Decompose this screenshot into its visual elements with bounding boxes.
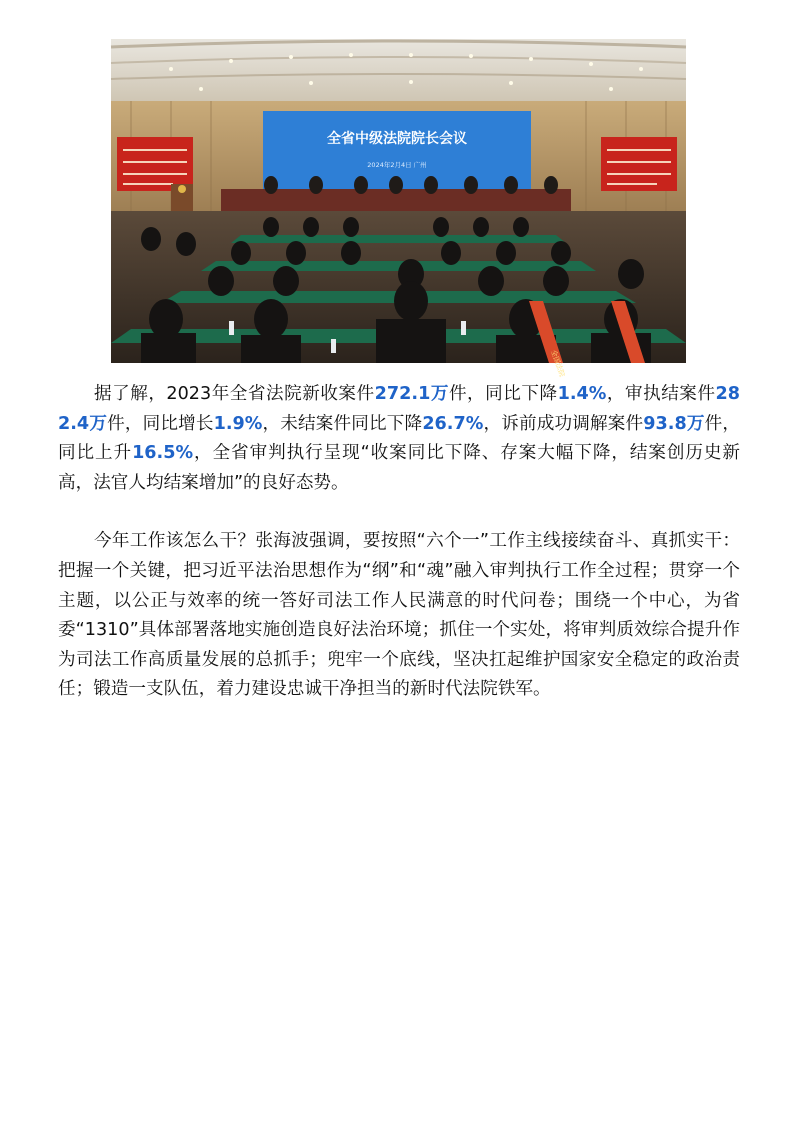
text-segment: 件，同比下降 xyxy=(448,384,558,404)
meeting-photo xyxy=(111,39,686,378)
text-segment: ，未结案件同比下降 xyxy=(262,413,423,434)
text-segment: 件，同比上升 xyxy=(58,413,740,464)
highlighted-figure: 1.9% xyxy=(213,413,263,434)
banner-title: 全省中级法院院长会议 xyxy=(327,131,467,147)
text-segment: 据了解，2023年全省法院新收案件 xyxy=(94,384,375,404)
text-segment: ，审执结案件 xyxy=(606,384,716,404)
work-plan-paragraph: 今年工作该怎么干？张海波强调，要按照“六个一”工作主线接续奋斗、真抓实干：把握一个关键，把习近平法治思想作为“纲”和“魂”融入审判执行工作全过程；贯穿一个主题，以公正与效率的统一答好司法工作人民满意的时代问卷；围绕一个中心，为省委“1310”具体部署落地实施创造良好法治环境；抓住一个实处，将审判质效综合提升作为司法工作高质量发展的总抓手；兜牢一个底线，坚决扛起维护国家安全稳定的政治责任；锻造一支队伍，着力建设忠诚干净担当的新时代法院铁军。 xyxy=(58,531,740,700)
left-slogan-board xyxy=(117,137,193,191)
article-body xyxy=(58,380,740,705)
banner-date: 2024年2月4日 广州 xyxy=(367,161,427,169)
highlighted-figure: 282.4万 xyxy=(58,384,740,434)
sash-text: 全国法院 xyxy=(549,348,567,378)
highlighted-figure: 26.7% xyxy=(422,413,484,434)
statistics-paragraph xyxy=(58,380,740,498)
text-segment: ，全省审判执行呈现“收案同比下降、存案大幅下降，结案创历史新高，法官人均结案增加”的良好态势。 xyxy=(58,443,740,493)
highlighted-figure: 16.5% xyxy=(132,443,194,464)
text-segment: 件，同比增长 xyxy=(107,413,214,434)
highlighted-figure: 272.1万 xyxy=(374,384,449,404)
right-slogan-board xyxy=(601,137,677,191)
text-segment: ，诉前成功调解案件 xyxy=(483,413,644,434)
meeting-hall-illustration xyxy=(111,39,686,378)
highlighted-figure: 93.8万 xyxy=(643,413,705,434)
highlighted-figure: 1.4% xyxy=(557,384,607,404)
